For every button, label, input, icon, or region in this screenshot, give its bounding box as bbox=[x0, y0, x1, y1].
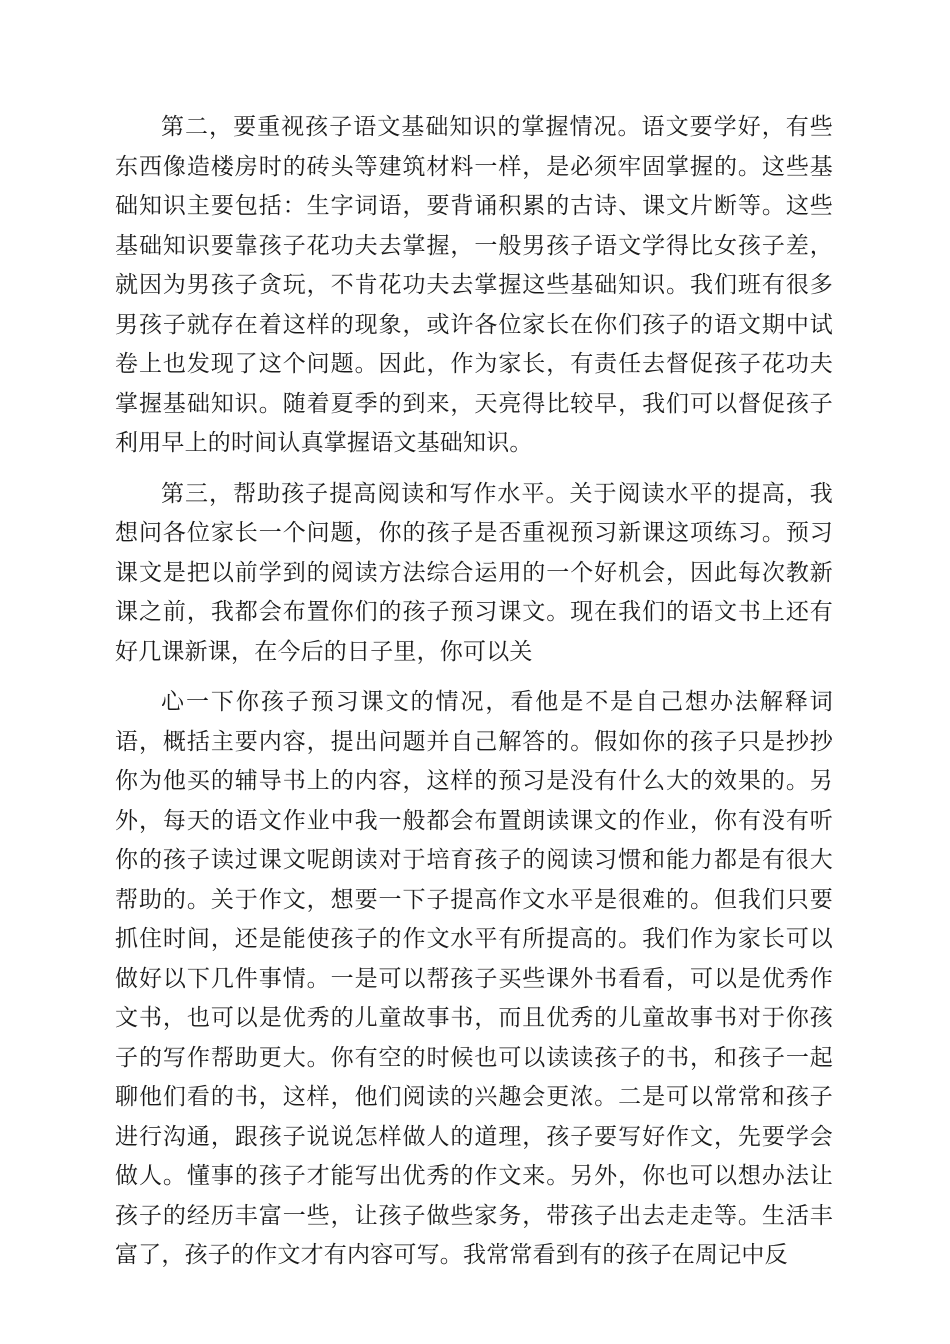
paragraph-reading-writing: 第三，帮助孩子提高阅读和写作水平。关于阅读水平的提高，我想问各位家长一个问题，你的孩子是否重视预习新课这项练习。预习课文是把以前学到的阅读方法综合运用的一个好机会，因此每次教新课之前，我都会布置你们的孩子预习课文。现在我们的语文书上还有好几课新课，在今后的日子里，你可以关 bbox=[115, 480, 833, 665]
paragraph-basic-knowledge: 第二，要重视孩子语文基础知识的掌握情况。语文要学好，有些东西像造楼房时的砖头等建筑材料一样，是必须牢固掌握的。这些基础知识主要包括：生字词语，要背诵积累的古诗、课文片断等。这些基础知识要靠孩子花功夫去掌握，一般男孩子语文学得比女孩子差，就因为男孩子贪玩，不肯花功夫去掌握这些基础知识。我们班有很多男孩子就存在着这样的现象，或许各位家长在你们孩子的语文期中试卷上也发现了这个问题。因此，作为家长，有责任去督促孩子花功夫掌握基础知识。随着夏季的到来，天亮得比较早，我们可以督促孩子利用早上的时间认真掌握语文基础知识。 bbox=[115, 114, 833, 456]
document-page bbox=[115, 108, 833, 1276]
paragraph-preview-and-composition: 心一下你孩子预习课文的情况，看他是不是自己想办法解释词语，概括主要内容，提出问题并自己解答的。假如你的孩子只是抄抄你为他买的辅导书上的内容，这样的预习是没有什么大的效果的。另外，每天的语文作业中我一般都会布置朗读课文的作业，你有没有听你的孩子读过课文呢朗读对于培育孩子的阅读习惯和能力都是有很大帮助的。关于作文，想要一下子提高作文水平是很难的。但我们只要抓住时间，还是能使孩子的作文水平有所提高的。我们作为家长可以做好以下几件事情。一是可以帮孩子买些课外书看看，可以是优秀作文书，也可以是优秀的儿童故事书，而且优秀的儿童故事书对于你孩子的写作帮助更大。你有空的时候也可以读读孩子的书，和孩子一起聊他们看的书，这样，他们阅读的兴趣会更浓。二是可以常常和孩子进行沟通，跟孩子说说怎样做人的道理，孩子要写好作文，先要学会做人。懂事的孩子才能写出优秀的作文来。另外，你也可以想办法让孩子的经历丰富一些，让孩子做些家务，带孩子出去走走等。生活丰富了，孩子的作文才有内容可写。我常常看到有的孩子在周记中反 bbox=[115, 689, 833, 1268]
